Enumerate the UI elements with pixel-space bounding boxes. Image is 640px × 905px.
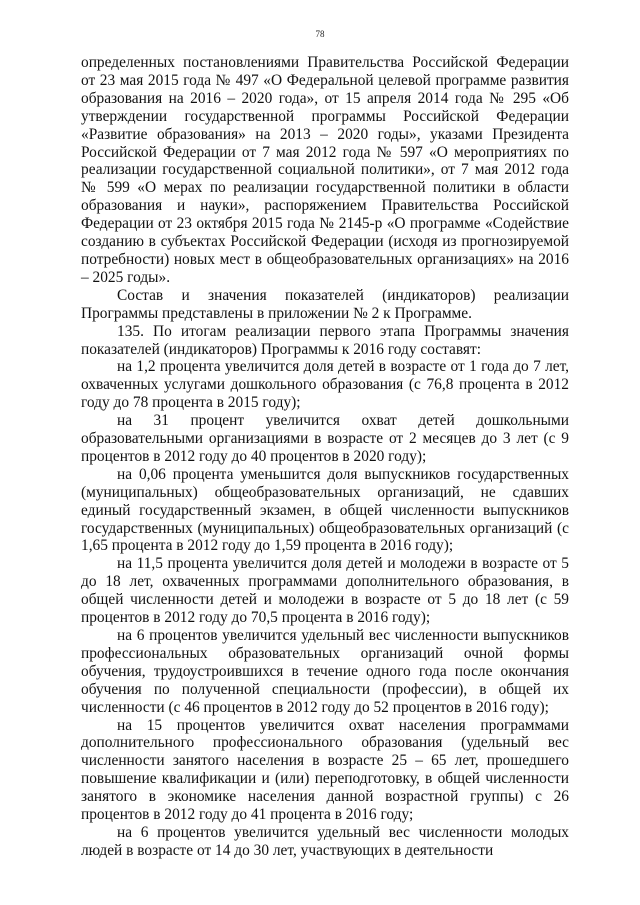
page-number: 78 (315, 29, 325, 39)
paragraph-nursery-coverage: на 31 процент увеличится охват детей дошкольными образовательными организациями в возрасте от 2 месяцев до 3 лет (с 9 процентов в 2012 году до 40 процентов в 2020 году); (81, 412, 569, 465)
paragraph-preschool-coverage: на 1,2 процента увеличится доля детей в возрасте от 1 года до 7 лет, охваченных услугами дошкольного образования (с 76,8 процента в 2012 году до 78 процента в 2015 году); (81, 358, 569, 412)
paragraph-item-135: 135. По итогам реализации первого этапа Программы значения показателей (индикаторов) Программы к 2016 году составят: (81, 322, 569, 358)
paragraph-exam-failure-share: на 0,06 процента уменьшится доля выпускников государственных (муниципальных) общеобразовательных организаций, не сдавших единый государственный экзамен, в общей численности выпускников государственных (муниципальных) общеобразовательных организаций (с 1,65 процента в 2012 году до 1,59 процента в 2016 году); (81, 465, 569, 555)
paragraph-graduate-employment: на 6 процентов увеличится удельный вес численности выпускников профессиональных образовательных организаций очной формы обучения, трудоустроившихся в течение одного года после окончания обучения по полученной специальности (профессии), в общей их численности (с 46 процентов в 2012 году до 52 процентов в 2016 году); (81, 627, 569, 716)
paragraph-youth-participation: на 6 процентов увеличится удельный вес численности молодых людей в возрасте от 14 до 30 лет, участвующих в деятельности (81, 823, 569, 859)
paragraph-indicators-composition: Состав и значения показателей (индикаторов) реализации Программы представлены в приложении № 2 к Программе. (81, 286, 569, 322)
paragraph-additional-education: на 11,5 процента увеличится доля детей и молодежи в возрасте от 5 до 18 лет, охваченных программами дополнительного образования, в общей численности детей и молодежи в возрасте от 5 до 18 лет (с 59 процентов в 2012 году до 70,5 процента в 2016 году); (81, 555, 569, 627)
paragraph-professional-training: на 15 процентов увеличится охват населения программами дополнительного профессионального образования (удельный вес численности занятого населения в возрасте 25 – 65 лет, прошедшего повышение квалификации и (или) переподготовку, в общей численности занятого в экономике населения данной возрастной группы) с 26 процентов в 2012 году до 41 процента в 2016 году; (81, 716, 569, 824)
paragraph-decrees-list: определенных постановлениями Правительства Российской Федерации от 23 мая 2015 года № 497 «О Федеральной целевой программе развития образования на 2016 – 2020 года», от 15 апреля 2014 года № 295 «Об утверждении государственной программы Российской Федерации «Развитие образования» на 2013 – 2020 годы», указами Президента Российской Федерации от 7 мая 2012 года № 597 «О мероприятиях по реализации государственной социальной политики», от 7 мая 2012 года № 599 «О мерах по реализации государственной политики в области образования и науки», распоряжением Правительства Российской Федерации от 23 октября 2015 года № 2145-р «О программе «Содействие созданию в субъектах Российской Федерации (исходя из прогнозируемой потребности) новых мест в общеобразовательных организациях» на 2016 – 2025 годы». (81, 54, 569, 286)
body-text (81, 54, 569, 860)
